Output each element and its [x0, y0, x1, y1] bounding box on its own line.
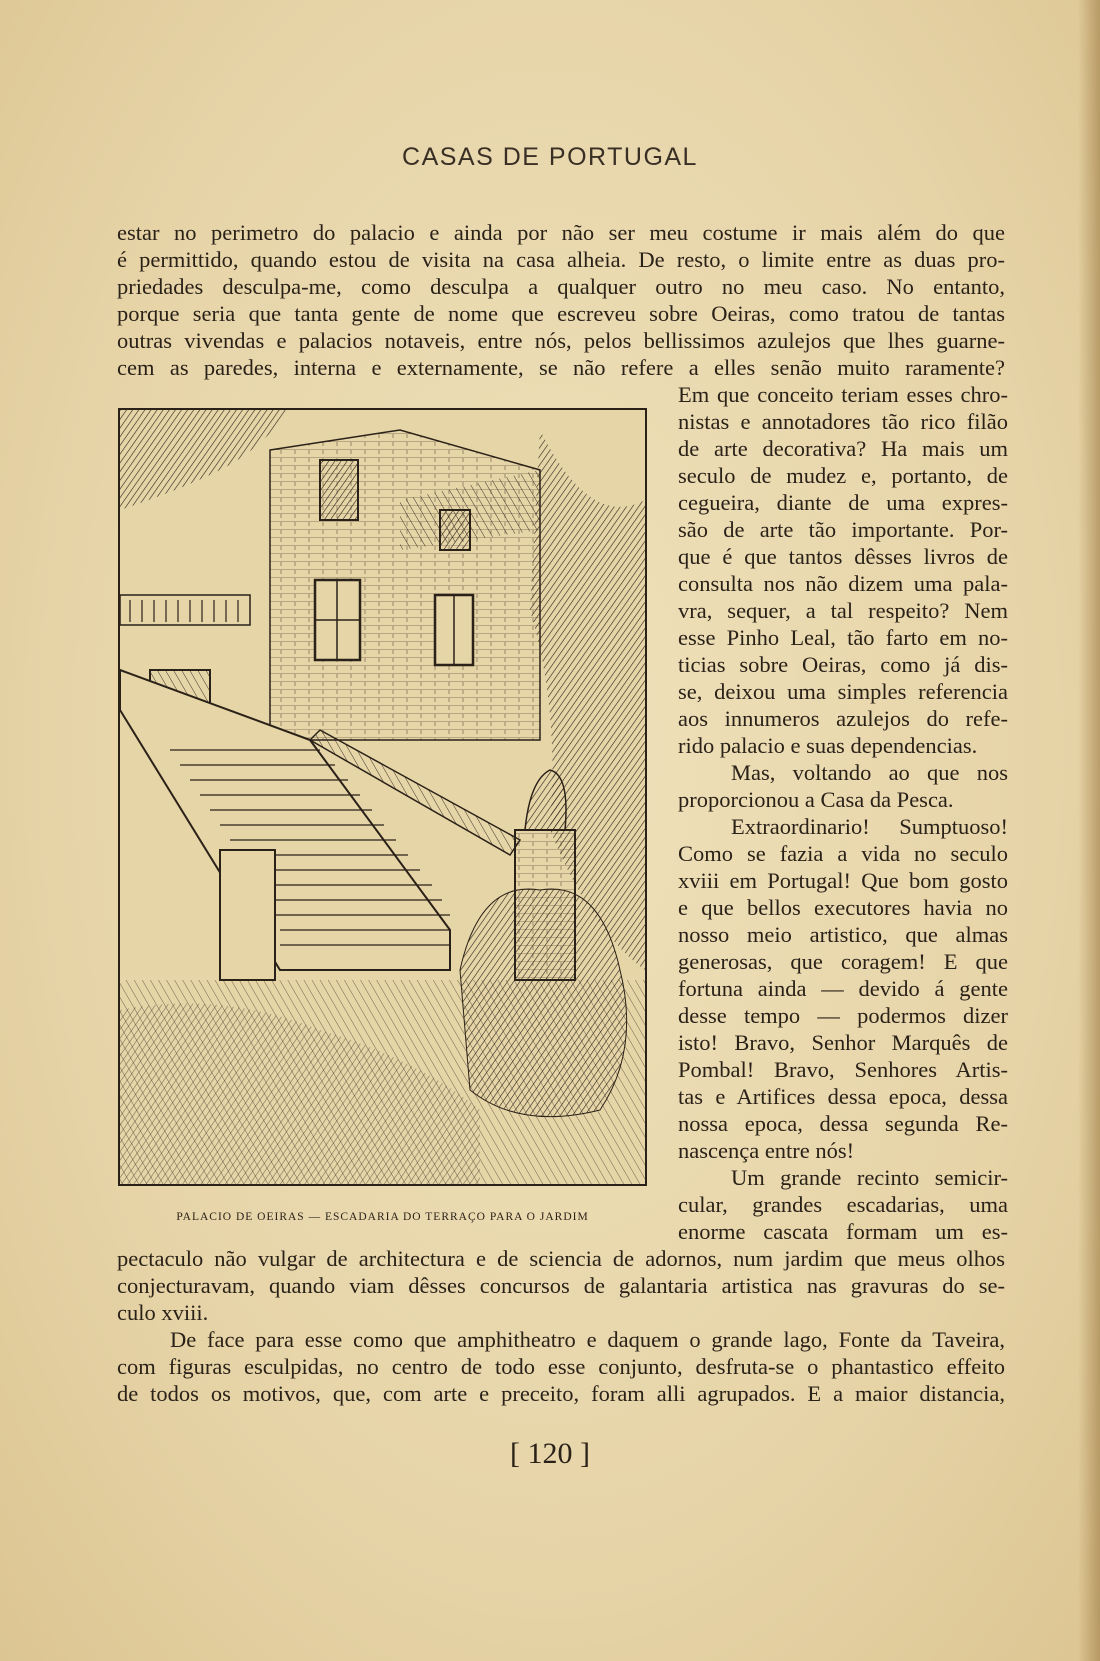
- column-line: nosso meio artistico, que almas: [678, 922, 1008, 947]
- column-line: são de arte tão importante. Por-: [678, 517, 1008, 542]
- body-line: priedades desculpa-me, como desculpa a qualquer outro no meu caso. No entanto,: [117, 274, 1005, 299]
- engraving-illustration: [118, 408, 647, 1186]
- column-line: Um grande recinto semicir-: [731, 1165, 1008, 1190]
- column-line: vra, sequer, a tal respeito? Nem: [678, 598, 1008, 623]
- column-line: Como se fazia a vida no seculo: [678, 841, 1008, 866]
- column-line: fortuna ainda — devido á gente: [678, 976, 1008, 1001]
- column-line: nossa epoca, dessa segunda Re-: [678, 1111, 1008, 1136]
- body-line: é permittido, quando estou de visita na casa alheia. De resto, o limite entre as duas pro-: [117, 247, 1005, 272]
- body-line: com figuras esculpidas, no centro de todo esse conjunto, desfruta-se o phantastico effeito: [117, 1354, 1005, 1379]
- column-line: xviii em Portugal! Que bom gosto: [678, 868, 1008, 893]
- column-line: enorme cascata formam um es-: [678, 1219, 1008, 1244]
- column-line: e que bellos executores havia no: [678, 895, 1008, 920]
- palace-staircase-engraving: [120, 410, 645, 1184]
- column-line: cegueira, diante de uma expres-: [678, 490, 1008, 515]
- page-edge-shadow: [1078, 0, 1100, 1661]
- column-line: consulta nos não dizem uma pala-: [678, 571, 1008, 596]
- column-line: isto! Bravo, Senhor Marquês de: [678, 1030, 1008, 1055]
- body-line: De face para esse como que amphitheatro e daquem o grande lago, Fonte da Taveira,: [170, 1327, 1005, 1352]
- column-line: se, deixou uma simples referencia: [678, 679, 1008, 704]
- body-line: porque seria que tanta gente de nome que escreveu sobre Oeiras, como tratou de tantas: [117, 301, 1005, 326]
- column-line: Pombal! Bravo, Senhores Artis-: [678, 1057, 1008, 1082]
- column-line: ticias sobre Oeiras, como já dis-: [678, 652, 1008, 677]
- body-line: culo xviii.: [117, 1300, 209, 1325]
- running-head: CASAS DE PORTUGAL: [402, 143, 698, 171]
- column-line: seculo de mudez e, portanto, de: [678, 463, 1008, 488]
- column-line: que é que tantos dêsses livros de: [678, 544, 1008, 569]
- figure-caption: PALACIO DE OEIRAS — ESCADARIA DO TERRAÇO PARA O JARDIM: [176, 1211, 589, 1223]
- body-line: de todos os motivos, que, com arte e preceito, foram alli agrupados. E a maior distancia,: [117, 1381, 1005, 1406]
- column-line: nascença entre nós!: [678, 1138, 855, 1163]
- column-line: de arte decorativa? Ha mais um: [678, 436, 1008, 461]
- column-line: Mas, voltando ao que nos: [731, 760, 1008, 785]
- body-line: pectaculo não vulgar de architectura e de sciencia de adornos, num jardim que meus olhos: [117, 1246, 1005, 1271]
- body-line: conjecturavam, quando viam dêsses concursos de galantaria artistica nas gravuras do se-: [117, 1273, 1005, 1298]
- column-line: desse tempo — podermos dizer: [678, 1003, 1008, 1028]
- column-line: esse Pinho Leal, tão farto em no-: [678, 625, 1008, 650]
- body-line: outras vivendas e palacios notaveis, entre nós, pelos bellissimos azulejos que lhes guarne-: [117, 328, 1005, 353]
- column-line: nistas e annotadores tão rico filão: [678, 409, 1008, 434]
- body-line: estar no perimetro do palacio e ainda por não ser meu costume ir mais além do que: [117, 220, 1005, 245]
- body-line: cem as paredes, interna e externamente, se não refere a elles senão muito raramente?: [117, 355, 1005, 380]
- column-line: cular, grandes escadarias, uma: [678, 1192, 1008, 1217]
- column-line: Em que conceito teriam esses chro-: [678, 382, 1008, 407]
- column-line: Extraordinario! Sumptuoso!: [731, 814, 1008, 839]
- page-number: [ 120 ]: [510, 1437, 590, 1470]
- column-line: proporcionou a Casa da Pesca.: [678, 787, 954, 812]
- column-line: tas e Artifices dessa epoca, dessa: [678, 1084, 1008, 1109]
- column-line: rido palacio e suas dependencias.: [678, 733, 978, 758]
- column-line: generosas, que coragem! E que: [678, 949, 1008, 974]
- column-line: aos innumeros azulejos do refe-: [678, 706, 1008, 731]
